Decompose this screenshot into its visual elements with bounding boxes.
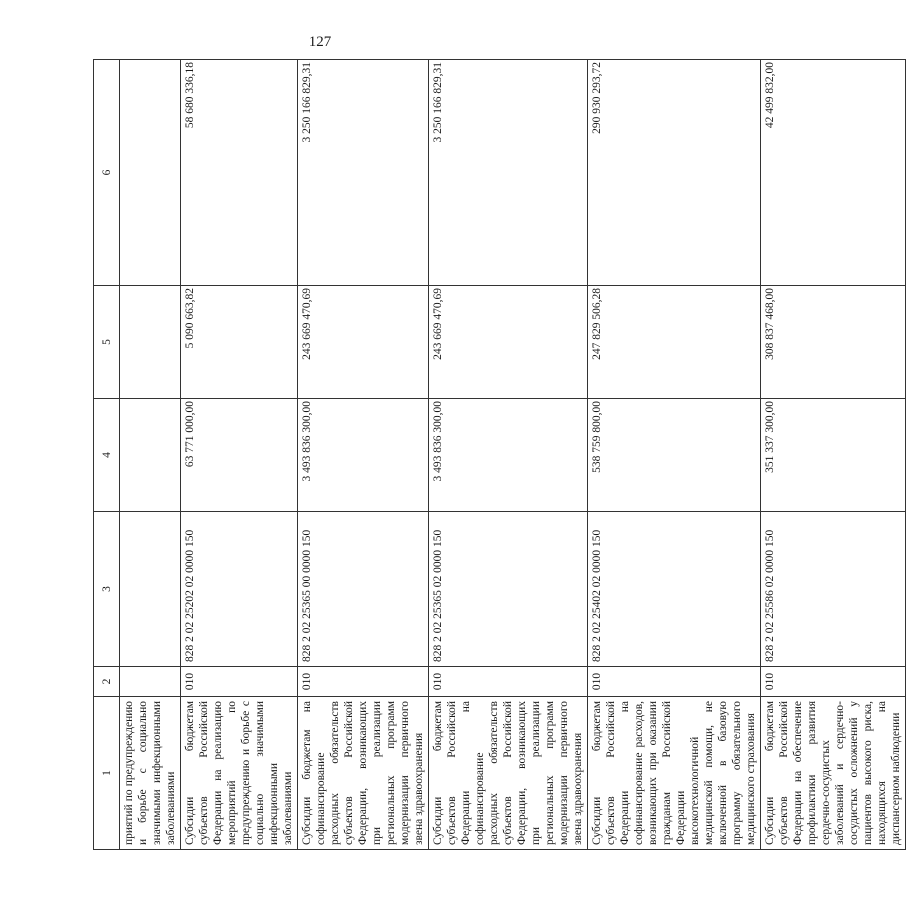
cell-code: 010 [429, 667, 588, 697]
cell-code: 010 [588, 667, 761, 697]
cell-col4: 3 493 836 300,00 [298, 399, 429, 512]
cell-col5: 243 669 470,69 [429, 286, 588, 399]
header-cell: 5 [94, 286, 120, 399]
cell-col5: 243 669 470,69 [298, 286, 429, 399]
cell-name: приятий по предупреждению и борьбе с социально значимыми инфекционными заболеваниями [120, 697, 181, 850]
cell-code: 010 [181, 667, 298, 697]
cell-col6: 3 250 166 829,31 [429, 60, 588, 286]
cell-col5: 308 837 468,00 [761, 286, 906, 399]
cell-kbk: 828 2 02 25402 02 0000 150 [588, 512, 761, 667]
page-number: 127 [308, 34, 332, 50]
table-row [429, 60, 588, 850]
cell-col4: 63 771 000,00 [181, 399, 298, 512]
cell-col5 [120, 286, 181, 399]
cell-col6: 3 250 166 829,31 [298, 60, 429, 286]
header-cell: 6 [94, 60, 120, 286]
cell-code: 010 [298, 667, 429, 697]
cell-kbk: 828 2 02 25586 02 0000 150 [761, 512, 906, 667]
header-cell: 4 [94, 399, 120, 512]
cell-col6: 58 680 336,18 [181, 60, 298, 286]
budget-table [93, 59, 906, 850]
cell-name: Субсидии бюджетам субъектов Российской Федерации на софинансирование расходных обязательств субъектов Российской Федерации, возникающих при реализации региональных программ модернизации первичного звена здравоохранения [429, 697, 588, 850]
cell-col6: 42 499 832,00 [761, 60, 906, 286]
cell-col4: 3 493 836 300,00 [429, 399, 588, 512]
table-row [761, 60, 906, 850]
cell-col4: 538 759 800,00 [588, 399, 761, 512]
cell-col6 [120, 60, 181, 286]
cell-col4 [120, 399, 181, 512]
cell-col5: 5 090 663,82 [181, 286, 298, 399]
cell-col6: 290 930 293,72 [588, 60, 761, 286]
cell-kbk: 828 2 02 25365 02 0000 150 [429, 512, 588, 667]
cell-kbk: 828 2 02 25202 02 0000 150 [181, 512, 298, 667]
cell-kbk [120, 512, 181, 667]
cell-name: Субсидии бюджетам субъектов Российской Федерации на обеспечение профилактики развития сердечно-сосудистых заболеваний и сердечно-сосудистых осложнений у пациентов высокого риска, находящихся на диспансерном наблюдении [761, 697, 906, 850]
cell-kbk: 828 2 02 25365 00 0000 150 [298, 512, 429, 667]
cell-name: Субсидии бюджетам на софинансирование расходных обязательств субъектов Российской Федерации, возникающих при реализации региональных программ модернизации первичного звена здравоохранения [298, 697, 429, 850]
header-cell: 1 [94, 697, 120, 850]
cell-code: 010 [761, 667, 906, 697]
cell-name: Субсидии бюджетам субъектов Российской Федерации на реализацию мероприятий по предупреждению и борьбе с социально значимыми инфекционными заболеваниями [181, 697, 298, 850]
cell-col5: 247 829 506,28 [588, 286, 761, 399]
cell-name: Субсидии бюджетам субъектов Российской Федерации на софинансирование расходов, возникающих при оказании гражданам Российской Федерации высокотехнологичной медицинской помощи, не включенной в базовую программу обязательного медицинского страхования [588, 697, 761, 850]
table-row [181, 60, 298, 850]
rotated-table-container [93, 60, 902, 850]
table-row [588, 60, 761, 850]
header-cell: 3 [94, 512, 120, 667]
cell-code [120, 667, 181, 697]
table-row [120, 60, 181, 850]
table-header-row [94, 60, 120, 850]
header-cell: 2 [94, 667, 120, 697]
cell-col4: 351 337 300,00 [761, 399, 906, 512]
table-row [298, 60, 429, 850]
